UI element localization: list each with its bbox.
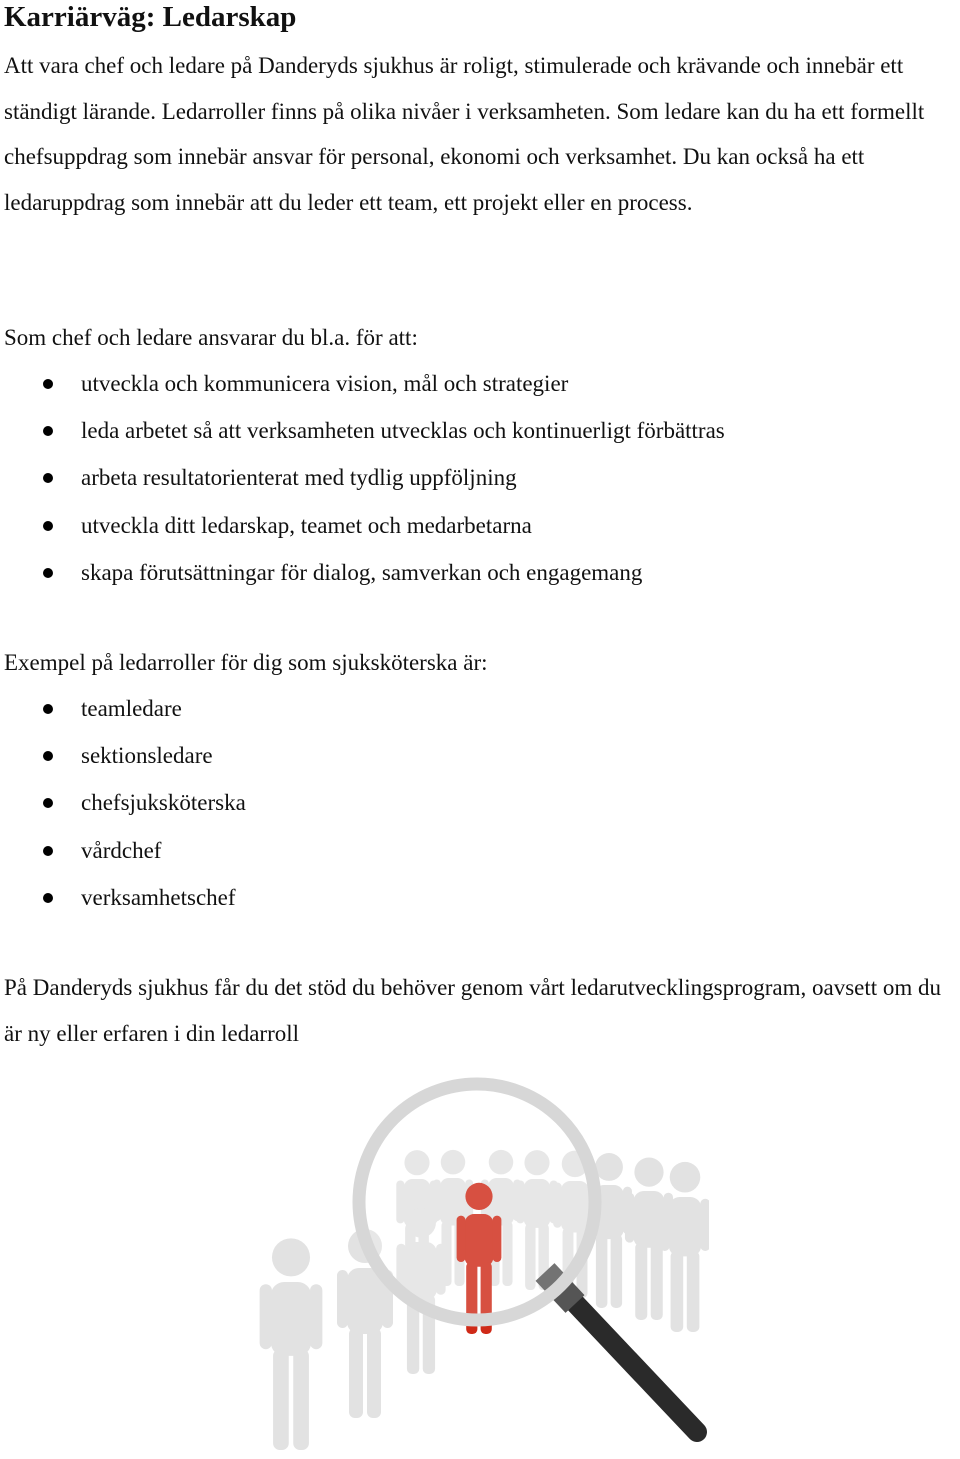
list-item-text: leda arbetet så att verksamheten utvecklas och kontinuerligt förbättras — [81, 418, 725, 444]
list-item-text: sektionsledare — [81, 743, 213, 769]
magnifier-lens — [359, 1084, 595, 1320]
bullet-icon — [43, 521, 53, 531]
roles-lead: Exempel på ledarroller för dig som sjuksköterska är: — [4, 650, 488, 675]
bullet-icon — [43, 426, 53, 436]
bullet-icon — [43, 798, 53, 808]
list-item-text: teamledare — [81, 696, 182, 721]
bullet-icon — [43, 379, 53, 389]
bullet-icon — [43, 893, 53, 903]
bullet-icon — [43, 473, 53, 483]
bullet-icon — [43, 751, 53, 761]
bullet-icon — [43, 846, 53, 856]
person-figure-back-8 — [660, 1162, 709, 1332]
bullet-icon — [43, 704, 53, 714]
responsibilities-lead: Som chef och ledare ansvarar du bl.a. för att: — [4, 325, 418, 350]
list-item-text: arbeta resultatorienterat med tydlig uppföljning — [81, 465, 517, 491]
list-item-text: chefsjuksköterska — [81, 790, 246, 816]
list-item-text: utveckla ditt ledarskap, teamet och medarbetarna — [81, 512, 532, 538]
intro-paragraph: Att vara chef och ledare på Danderyds sjukhus är roligt, stimulerade och krävande och innebär ett ständigt lärande. Ledarroller finns på olika nivåer i verksamheten. Som ledare kan du ha ett formellt chefsuppdrag som innebär ansvar för personal, ekonomi och verksamhet. Du kan också ha ett ledaruppdrag som innebär att du leder ett team, ett projekt eller en process. — [4, 53, 925, 215]
list-item-text: verksamhetschef — [81, 884, 236, 910]
list-item-text: skapa förutsättningar för dialog, samverkan och engagemang — [81, 559, 643, 585]
list-item-text: utveckla och kommunicera vision, mål och strategier — [81, 371, 569, 396]
list-item-text: vårdchef — [81, 837, 162, 863]
closing-paragraph: På Danderyds sjukhus får du det stöd du behöver genom vårt ledarutvecklingsprogram, oavsett om du är ny eller erfaren i din ledarroll — [4, 975, 942, 1046]
person-figure-front-1 — [260, 1238, 323, 1450]
bullet-icon — [43, 568, 53, 578]
page-title: Karriärväg: Ledarskap — [4, 1, 297, 33]
leadership-illustration — [257, 1062, 709, 1454]
